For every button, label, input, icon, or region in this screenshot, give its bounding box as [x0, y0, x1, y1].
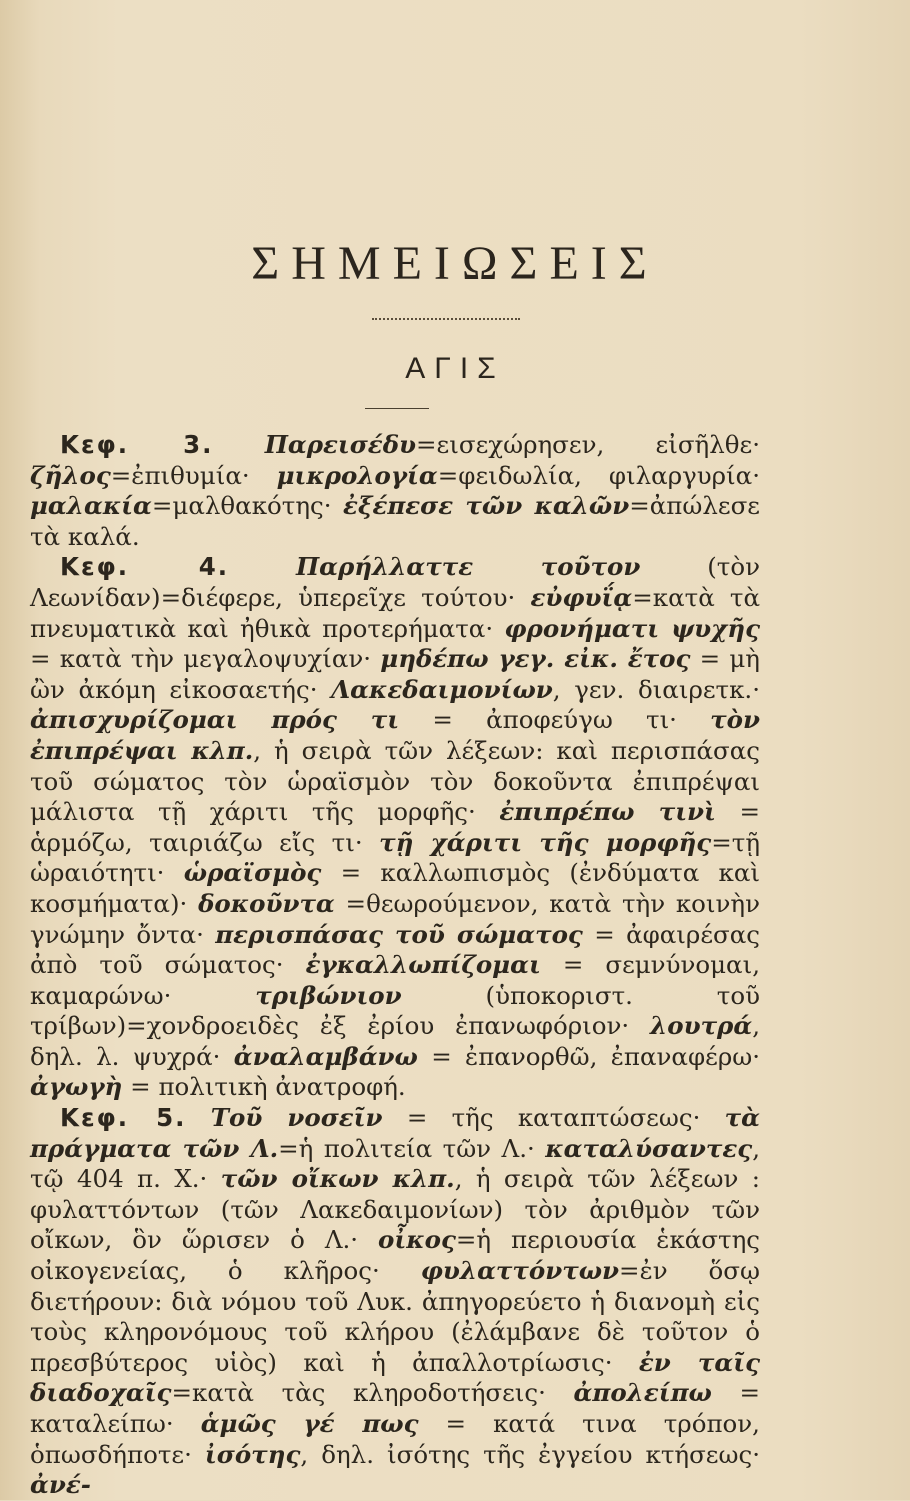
lemma-term: τὰ πράγματα τῶν Λ. [30, 1103, 760, 1163]
lemma-term: ὡραϊσμὸς [183, 858, 322, 888]
short-divider [365, 408, 429, 409]
lemma-term: ἐν ταῖς διαδοχαῖς [30, 1347, 760, 1408]
lemma-term: φυλαττόντων [420, 1256, 620, 1286]
chapter-label: Κεφ. 4. [60, 552, 230, 582]
gloss-text: =κατὰ τὰ πνευματικὰ καὶ ἠθικὰ προτερήματα· [30, 582, 760, 643]
lemma-term: μαλακία [30, 491, 152, 521]
note-paragraph-chapter-4 [30, 552, 760, 1103]
gloss-text: , ἡ σειρὰ τῶν λέξεων : φυλαττόντων (τῶν Λακεδαιμονίων) τὸν ἀριθμὸν τῶν οἴκων, ὃν ὥρισεν ὁ Λ.· [30, 1164, 760, 1255]
gloss-text: = ἀποφεύγω τι· [399, 705, 711, 735]
gloss-text: = μὴ ὢν ἀκόμη εἰκοσαετής· [30, 644, 760, 704]
gloss-text: = κατὰ τὴν μεγαλοψυχίαν· [30, 644, 381, 674]
gloss-text: =μαλθακότης· [151, 491, 344, 521]
lemma-term: ἀνέ- [30, 1470, 91, 1500]
gloss-text: =θεωρούμενον, κατὰ τὴν κοινὴν γνώμην ὄντα· [30, 888, 760, 949]
gloss-text: = σεμνύνομαι, καμαρώνω· [30, 950, 760, 1010]
lemma-term: μηδέπω γεγ. εἰκ. ἔτος [380, 644, 691, 674]
gloss-text: =εισεχώρησεν, εἰσῆλθε· [416, 430, 760, 459]
lemma-term: καταλύσαντες [545, 1133, 753, 1163]
gloss-text: = πολιτικὴ ἀνατροφή. [122, 1072, 406, 1102]
gloss-text: =τῇ ὡραιότητι· [30, 827, 760, 888]
section-heading: ΑΓΙΣ [405, 352, 505, 385]
gloss-text: (ὑποκοριστ. τοῦ τρίβων)=χονδροειδὲς ἐξ ἐρίου ἐπανωφόριον· [30, 980, 760, 1041]
lemma-term: ἀπολείπω [573, 1378, 712, 1408]
lemma-term: Παρήλλαττε τοῦτον [295, 552, 641, 582]
gloss-text: =ἐν ὅσῳ διετήρουν: διὰ νόμου τοῦ Λυκ. ἀπηγορεύετο ἡ διανομὴ εἰς τοὺς κληρονόμους τοῦ κλήρου (ἐλάμβανε δὲ τοῦτον ὁ πρεσβύτερος υἱὸς) καὶ ἡ ἀπαλλοτρίωσις· [30, 1256, 760, 1377]
lemma-term: περισπάσας τοῦ σώματος [215, 919, 583, 949]
gloss-text: =ἡ πολιτεία τῶν Λ.· [278, 1133, 546, 1163]
gloss-text: (τὸν Λεωνίδαν)=διέφερε, ὑπερεῖχε τούτου· [30, 552, 760, 612]
gloss-text: = ἀφαιρέσας ἀπὸ τοῦ σώματος· [30, 919, 761, 980]
gloss-text: , ἡ σειρὰ τῶν λέξεων: καὶ περισπάσας τοῦ σώματος τὸν ὡραϊσμὸν τὸν δοκοῦντα ἐπιπρέψαι μάλιστα τῇ χάριτι τῆς μορφῆς· [30, 735, 760, 827]
lemma-term: Τοῦ νοσεῖν [210, 1103, 383, 1133]
lemma-term: ἀπισχυρίζομαι πρός τι [30, 705, 400, 735]
page-heading: ΣΗΜΕΙΩΣΕΙΣ [251, 237, 659, 290]
lemma-term: ἁμῶς γέ πως [200, 1409, 419, 1438]
gloss-text: , γεν. διαιρετκ.· [552, 674, 760, 704]
gloss-text [229, 552, 296, 581]
lemma-term: τῶν οἴκων κλπ. [220, 1164, 455, 1194]
chapter-label: Κεφ. 3. [60, 430, 214, 459]
gloss-text: = καταλείπω· [30, 1378, 760, 1438]
lemma-term: τῇ χάριτι τῆς μορφῆς [379, 827, 712, 857]
notes-body [30, 430, 760, 1501]
note-paragraph-chapter-5 [30, 1103, 760, 1501]
lemma-term: ζῆλος [30, 460, 111, 490]
lemma-term: εὐφυΐᾳ [530, 582, 633, 612]
lemma-term: ἰσότης [204, 1439, 301, 1469]
lemma-term: δοκοῦντα [198, 888, 335, 918]
lemma-term: ἀναλαμβάνω [233, 1041, 418, 1071]
gloss-text: =ἀπώλεσε τὰ καλά. [30, 491, 760, 551]
dotted-divider [372, 318, 520, 320]
lemma-term: τριβώνιον [255, 980, 402, 1010]
lemma-term: ἐγκαλλωπίζομαι [305, 950, 541, 980]
chapter-label: Κεφ. 5. [60, 1103, 187, 1133]
gloss-text [186, 1103, 210, 1132]
gloss-text: =κατὰ τὰς κληροδοτήσεις· [171, 1378, 574, 1408]
gloss-text: =φειδωλία, φιλαργυρία· [437, 460, 760, 490]
gloss-text: =ἡ περιουσία ἑκάστης οἰκογενείας, ὁ κλῆρος· [30, 1225, 760, 1286]
gloss-text: , δηλ. ἰσότης τῆς ἐγγείου κτήσεως· [300, 1439, 760, 1469]
gloss-text: = καλλωπισμὸς (ἐνδύματα καὶ κοσμήματα)· [30, 858, 760, 918]
lemma-term: μικρολογία [276, 460, 438, 490]
note-paragraph-chapter-3 [30, 430, 760, 552]
lemma-term: ἐπιπρέπω τινὶ [499, 797, 716, 827]
gloss-text [213, 430, 264, 459]
lemma-term: ἀγωγὴ [30, 1072, 123, 1102]
gloss-text: , τῷ 404 π. Χ.· [30, 1133, 761, 1194]
gloss-text: = τῆς καταπτώσεως· [382, 1103, 725, 1133]
lemma-term: τὸν ἐπιπρέψαι κλπ. [30, 705, 760, 765]
gloss-text: = ἁρμόζω, ταιριάζω εἴς τι· [30, 797, 761, 857]
gloss-text: , δηλ. λ. ψυχρά· [30, 1011, 760, 1071]
lemma-term: φρονήματι ψυχῆς [504, 613, 760, 643]
lemma-term: οἶκος [378, 1225, 456, 1255]
lemma-term: Παρεισέδυ [264, 430, 417, 459]
lemma-term: Λακεδαιμονίων [331, 674, 553, 704]
gloss-text: = κατά τινα τρόπον, ὁπωσδήποτε· [30, 1409, 760, 1469]
gloss-text: =ἐπιθυμία· [110, 460, 277, 490]
lemma-term: λουτρά [650, 1011, 753, 1041]
gloss-text: = ἐπανορθῶ, ἐπαναφέρω· [417, 1041, 760, 1071]
lemma-term: ἐξέπεσε τῶν καλῶν [343, 491, 630, 521]
